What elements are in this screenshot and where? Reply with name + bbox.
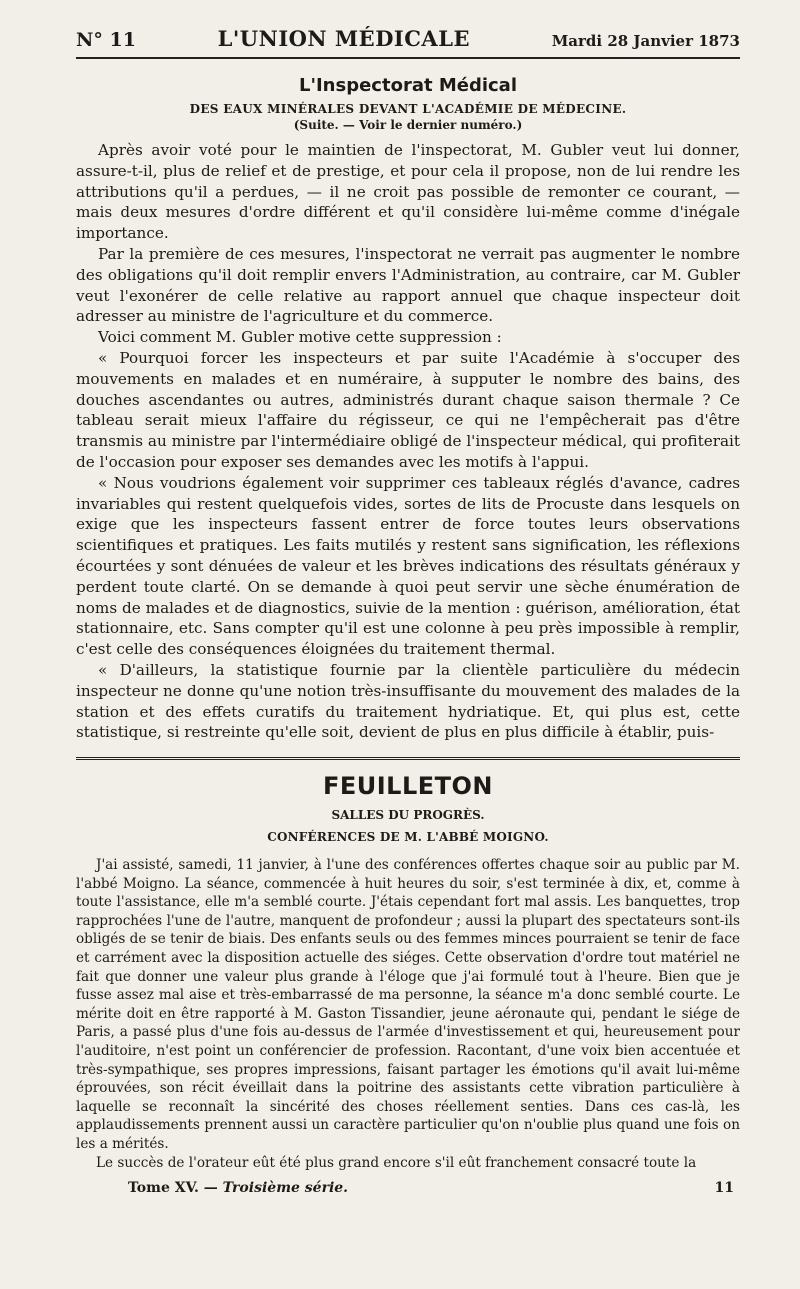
feuilleton-subtitle: SALLES DU PROGRÈS. [331,808,485,823]
masthead-rule [76,57,740,59]
page-number: 11 [714,1180,734,1197]
article-paragraph: « Nous voudrions également voir supprimer ces tableaux réglés d'avance, cadres invariables qui restent quelquefois vides, sortes de lits de Procuste dans lesquels on exige que les inspecteurs fassent entrer de force toutes leurs observations scientifiques et pratiques. Les faits mutilés y restent sans signification, les réflexions écourtées y sont dénuées de valeur et les brèves indications des résultats généraux y perdent toute clarté. On se demande à quoi peut servir une sèche énumération de noms de malades et de diagnostics, suivie de la mention : guérison, amélioration, état stationnaire, etc. Sans compter qu'il est une colonne à peu près impossible à remplir, c'est celle des conséquences éloignées du traitement thermal. [76,473,740,659]
article-paragraph: Voici comment M. Gubler motive cette suppression : [98,328,502,347]
article-title: L'Inspectorat Médical [299,75,517,96]
page-footer [76,1180,740,1196]
masthead [76,26,740,51]
article-paragraph: « Pourquoi forcer les inspecteurs et par suite l'Académie à s'occuper des mouvements en malades et en numéraire, à supputer le nombre des bains, des douches ascendantes ou autres, administrés durant chaque saison thermale ? Ce tableau serait mieux l'affaire du régisseur, ce qui ne l'empêcherait pas d'être transmis au ministre par l'intermédiaire obligé de l'inspecteur médical, qui profiterait de l'occasion pour exposer ses demandes avec les motifs à l'appui. [76,348,740,471]
feuilleton-body [76,856,740,1172]
feuilleton-section-title: CONFÉRENCES DE M. L'ABBÉ MOIGNO. [267,830,549,845]
article [76,75,740,743]
journal-title: L'UNION MÉDICALE [217,26,471,51]
feuilleton-paragraph: Le succès de l'orateur eût été plus grand encore s'il eût franchement consacré toute la [96,1154,697,1171]
volume-label: Tome XV. — [128,1180,218,1197]
feuilleton [76,772,740,1172]
volume-info [128,1180,348,1196]
article-paragraph: Par la première de ces mesures, l'inspectorat ne verrait pas augmenter le nombre des obligations qu'il doit remplir envers l'Administration, au contraire, car M. Gubler veut l'exonérer de celle relative au rapport annuel que chaque inspecteur doit adresser au ministre de l'agriculture et du commerce. [76,244,740,326]
article-paragraph: Après avoir voté pour le maintien de l'inspectorat, M. Gubler veut lui donner, assure-t-il, plus de relief et de prestige, et pour cela il propose, non de lui rendre les attributions qu'il a perdues, — il ne croit pas possible de remonter ce courant, — mais deux mesures d'ordre différent et qu'il considère lui-même comme d'inégale importance. [76,141,740,243]
page [76,26,740,1196]
article-body [76,140,740,743]
feuilleton-divider [76,757,740,764]
issue-number: N° 11 [76,29,136,51]
feuilleton-paragraph: J'ai assisté, samedi, 11 janvier, à l'une des conférences offertes chaque soir au public par M. l'abbé Moigno. La séance, commencée à huit heures du soir, s'est terminée à dix, et, comme à toute l'assistance, elle m'a semblé courte. J'étais cependant fort mal assis. Les banquettes, trop rapprochées l'une de l'autre, manquent de profondeur ; aussi la plupart des spectateurs sont-ils obligés de se tenir de biais. Des enfants seuls ou des femmes minces pourraient se tenir de face et carrément avec la disposition actuelle des siéges. Cette observation d'ordre tout matériel ne fait que donner une valeur plus grande à l'éloge que j'ai formulé tout à l'heure. Bien que je fusse assez mal aise et très-embarrassé de ma personne, la séance m'a donc semblé courte. Le mérite doit en être rapporté à M. Gaston Tissandier, jeune aéronaute qui, pendant le siége de Paris, a passé plus d'une fois au-dessus de l'armée d'investissement et qui, heureusement pour l'auditoire, n'est point un conférencier de profession. Racontant, d'une voix bien accentuée et très-sympathique, ses propres impressions, faisant partager les émotions qu'il avait lui-même éprouvées, son récit éveillait dans la poitrine des assistants cette vibration particulière à laquelle se reconnaît la sincérité des choses réellement senties. Dans ces cas-là, les applaudissements prennent aussi un caractère particulier qu'on n'oublie plus quand une fois on les a mérités. [76,857,740,1153]
article-paragraph: « D'ailleurs, la statistique fournie par la clientèle particulière du médecin inspecteur ne donne qu'une notion très-insuffisante du mouvement des malades de la station et des effets curatifs du traitement hydriatique. Et, qui plus est, cette statistique, si restreinte qu'elle soit, devient de plus en plus difficile à établir, puis- [76,660,740,742]
issue-date: Mardi 28 Janvier 1873 [551,32,740,50]
article-subtitle: DES EAUX MINÉRALES DEVANT L'ACADÉMIE DE MÉDECINE. [189,102,627,116]
article-continuation-note: (Suite. — Voir le dernier numéro.) [293,118,523,132]
feuilleton-title: FEUILLETON [322,772,494,801]
series-label: Troisième série. [222,1180,349,1197]
